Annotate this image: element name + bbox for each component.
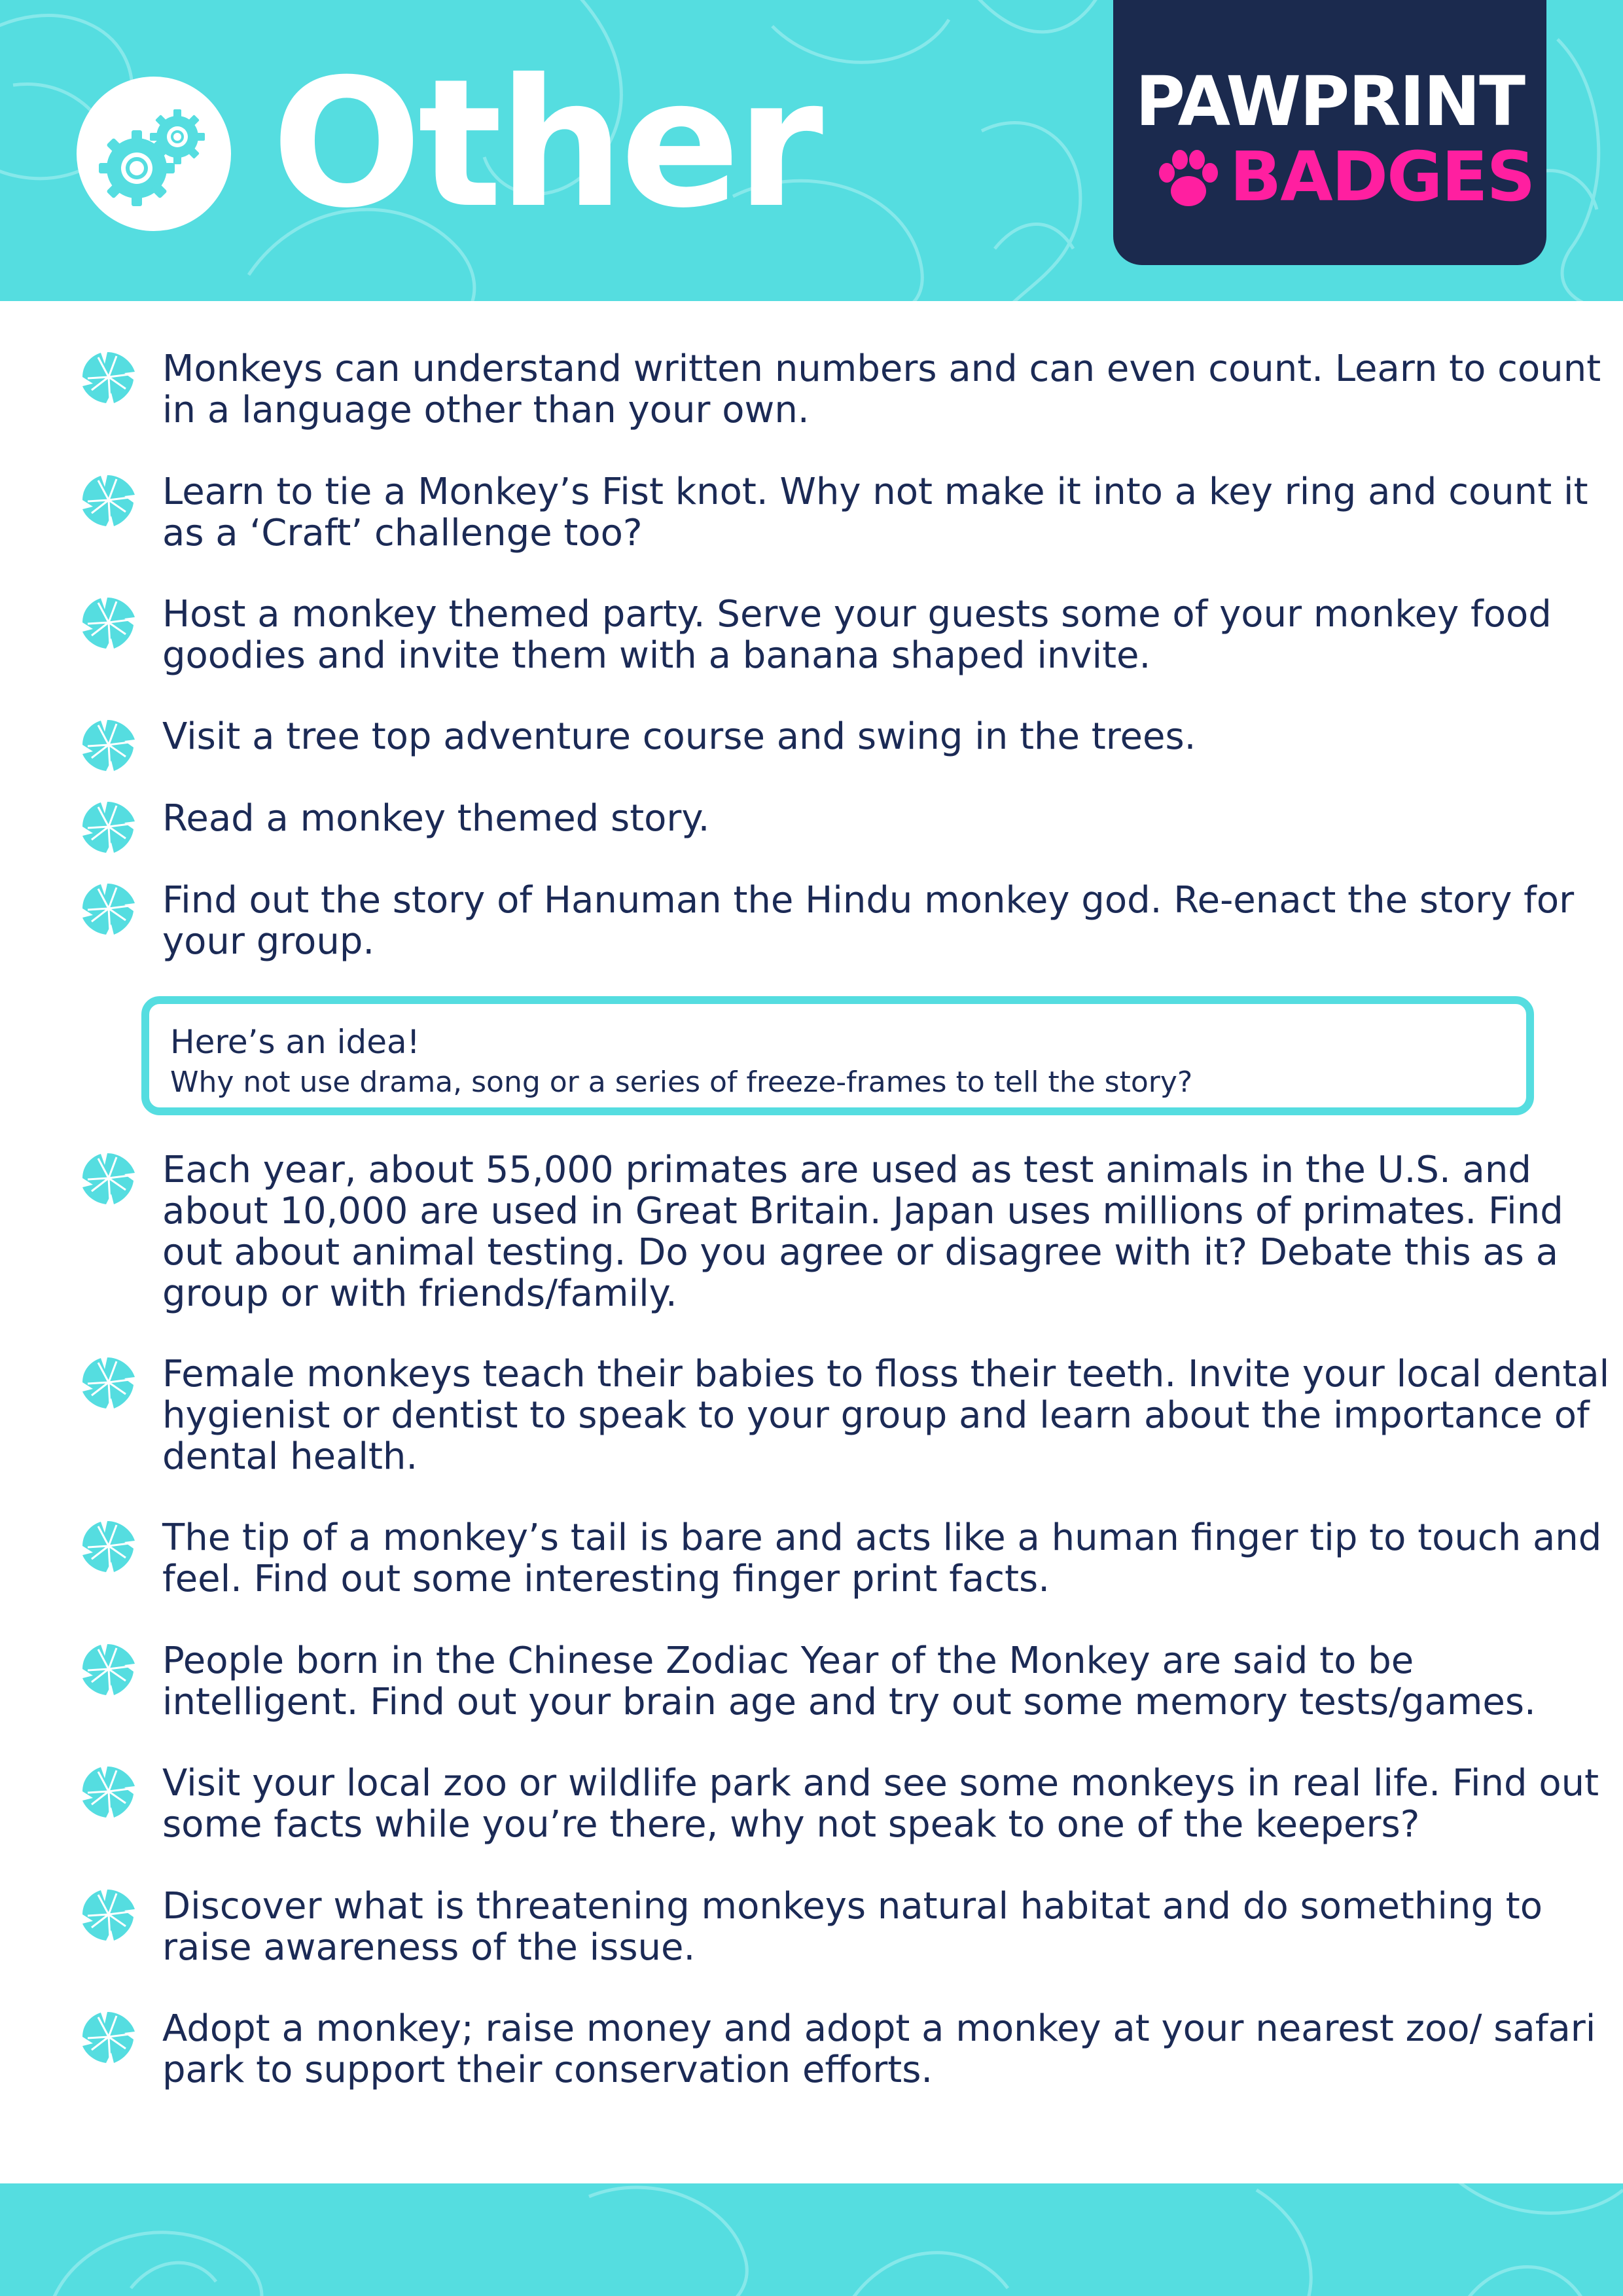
list-item-text: Discover what is threatening monkeys natural habitat and do something to raise awareness of the issue. [162, 1885, 1543, 1969]
gears-icon [77, 77, 231, 231]
paw-icon [1152, 143, 1224, 215]
monstera-leaf-icon [79, 1517, 137, 1576]
list-item-text: The tip of a monkey’s tail is bare and acts like a human finger tip to touch and feel. Find out some interesting finger print facts. [162, 1516, 1602, 1600]
logo-text-pawprint: PAWPRINT [1135, 62, 1525, 141]
monstera-leaf-icon [79, 348, 137, 407]
list-item-text: Female monkeys teach their babies to floss their teeth. Invite your local dental hygienist or dentist to speak to your group and learn about the importance of dental health. [162, 1353, 1610, 1478]
logo-line-badges [1113, 137, 1546, 216]
list-item-text: Host a monkey themed party. Serve your guests some of your monkey food goodies and invite them with a banana shaped invite. [162, 593, 1552, 677]
monstera-leaf-icon [79, 471, 137, 530]
list-item-text: Read a monkey themed story. [162, 797, 710, 840]
footer-band [0, 2183, 1623, 2296]
monstera-leaf-icon [79, 1149, 137, 1208]
monstera-leaf-icon [79, 716, 137, 775]
monstera-leaf-icon [79, 1886, 137, 1945]
list-item-text: Adopt a monkey; raise money and adopt a monkey at your nearest zoo/ safari park to support their conservation efforts. [162, 2007, 1596, 2091]
list-item-text: Monkeys can understand written numbers and can even count. Learn to count in a language other than your own. [162, 348, 1601, 431]
header-band [0, 0, 1623, 301]
list-item-text: Find out the story of Hanuman the Hindu monkey god. Re-enact the story for your group. [162, 879, 1575, 963]
monstera-leaf-icon [79, 1640, 137, 1699]
monstera-leaf-icon [79, 2008, 137, 2067]
list-item-text: People born in the Chinese Zodiac Year of the Monkey are said to be intelligent. Find out your brain age and try out some memory tests/games. [162, 1640, 1536, 1723]
page-title: Other [272, 41, 820, 247]
list-item-text: Learn to tie a Monkey’s Fist knot. Why not make it into a key ring and count it as a ‘Craft’ challenge too? [162, 471, 1588, 554]
list-item-text: Visit your local zoo or wildlife park and see some monkeys in real life. Find out some facts while you’re there, why not speak to one of the keepers? [162, 1762, 1599, 1846]
leaf-pattern-decoration [0, 2183, 1623, 2296]
idea-callout-box [141, 996, 1534, 1115]
gears-icon-circle [77, 77, 231, 231]
monstera-leaf-icon [79, 1354, 137, 1412]
monstera-leaf-icon [79, 594, 137, 653]
idea-text: Why not use drama, song or a series of freeze-frames to tell the story? [170, 1066, 1193, 1099]
monstera-leaf-icon [79, 798, 137, 857]
monstera-leaf-icon [79, 880, 137, 939]
list-item-text: Each year, about 55,000 primates are used as test animals in the U.S. and about 10,000 are used in Great Britain. Japan uses millions of primates. Find out about animal testing. Do you agree or disagree with it? Debate this as a group or with friends/family. [162, 1149, 1563, 1315]
logo-text-badges: BADGES [1230, 137, 1535, 217]
list-item-text: Visit a tree top adventure course and swing in the trees. [162, 715, 1196, 758]
pawprint-badges-logo [1113, 0, 1546, 265]
idea-title: Here’s an idea! [170, 1023, 420, 1061]
monstera-leaf-icon [79, 1763, 137, 1821]
